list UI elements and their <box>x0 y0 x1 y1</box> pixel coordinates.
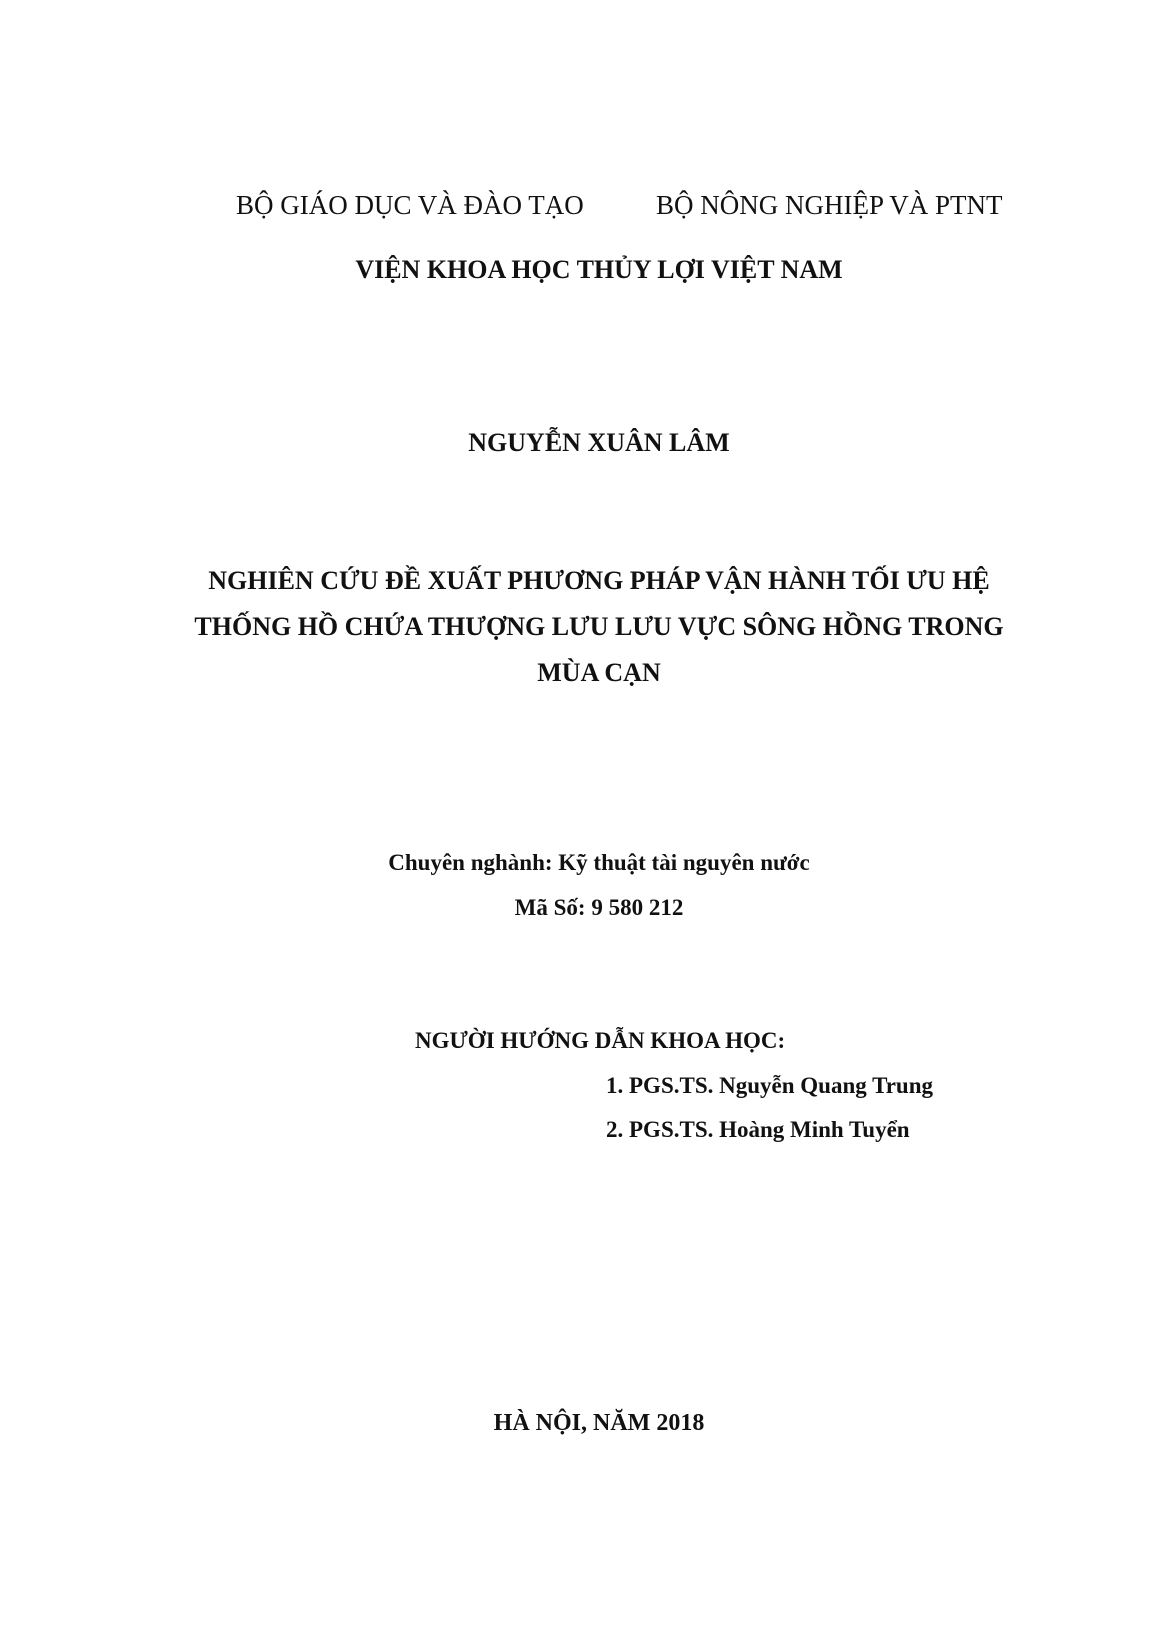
specialty-line: Chuyên nghành: Kỹ thuật tài nguyên nước <box>388 850 810 875</box>
thesis-title-line-3: MÙA CẠN <box>537 658 661 687</box>
advisors-heading: NGƯỜI HƯỚNG DẪN KHOA HỌC: <box>415 1028 786 1053</box>
ministry-agriculture-heading: BỘ NÔNG NGHIỆP VÀ PTNT <box>656 190 1003 220</box>
code-line: Mã Số: 9 580 212 <box>514 895 684 920</box>
advisor-item: 1. PGS.TS. Nguyễn Quang Trung <box>606 1073 933 1098</box>
institute-name: VIỆN KHOA HỌC THỦY LỢI VIỆT NAM <box>355 255 843 284</box>
advisor-item: 2. PGS.TS. Hoàng Minh Tuyển <box>606 1117 910 1142</box>
place-and-year: HÀ NỘI, NĂM 2018 <box>493 1410 705 1436</box>
author-name: NGUYỄN XUÂN LÂM <box>468 428 730 457</box>
thesis-title-line-2: THỐNG HỒ CHỨA THƯỢNG LƯU LƯU VỰC SÔNG HỒNG TRONG <box>194 612 1004 641</box>
ministry-education-heading: BỘ GIÁO DỤC VÀ ĐÀO TẠO <box>236 190 584 220</box>
thesis-title-line-1: NGHIÊN CỨU ĐỀ XUẤT PHƯƠNG PHÁP VẬN HÀNH TỐI ƯU HỆ <box>208 566 990 595</box>
